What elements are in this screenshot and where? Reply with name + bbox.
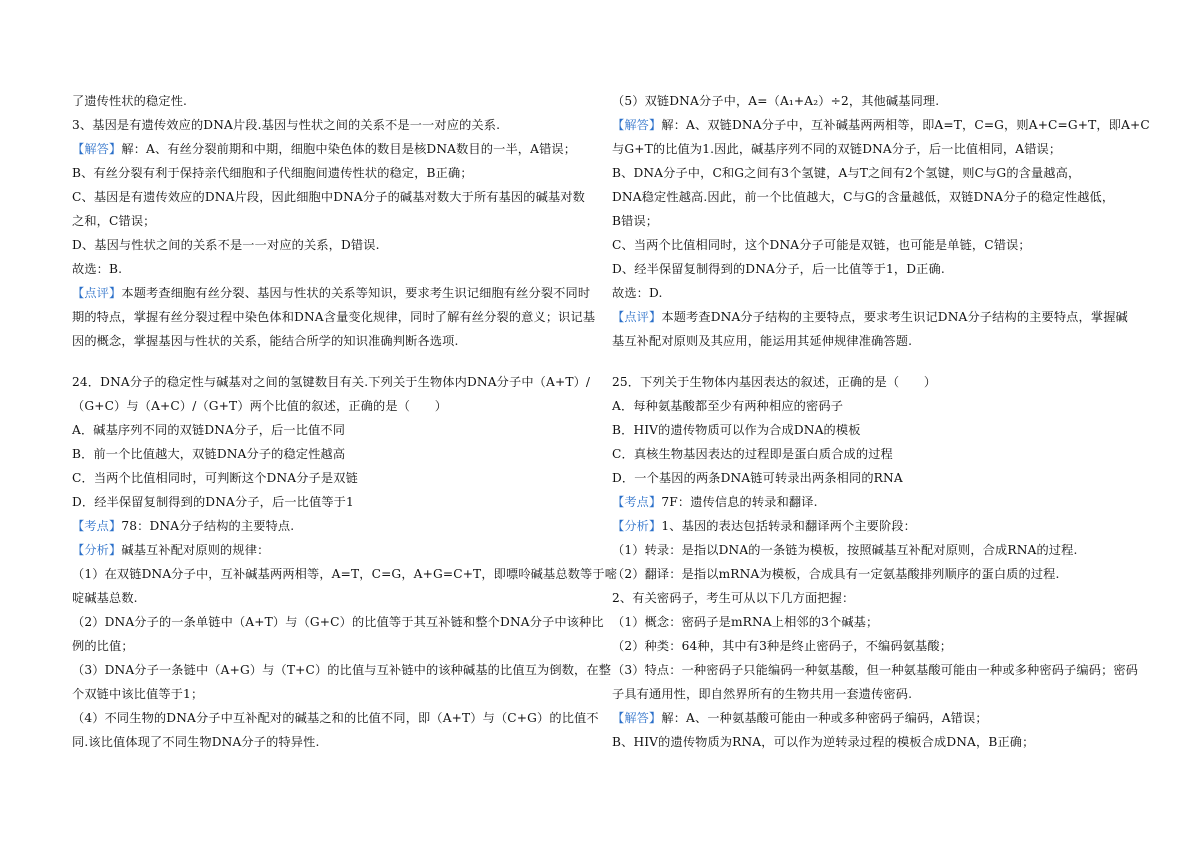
line-text: B、HIV的遗传物质为RNA，可以作为逆转录过程的模板合成DNA，B正确； <box>612 735 1035 749</box>
text-line <box>612 371 1140 393</box>
text-line <box>612 563 1140 585</box>
line-text: （1）在双链DNA分子中，互补碱基两两相等，A=T，C=G，A+G=C+T，即嘌呤碱基总数等于嘧 <box>72 567 618 581</box>
section-tag: 【解答】 <box>612 711 662 725</box>
section-tag: 【点评】 <box>612 310 662 324</box>
line-text: 例的比值； <box>72 639 134 653</box>
text-line <box>72 635 600 657</box>
section-tag: 【点评】 <box>72 286 122 300</box>
line-text: 碱基互补配对原则的规律： <box>121 543 270 557</box>
line-text: A．每种氨基酸都至少有两种相应的密码子 <box>612 399 844 413</box>
line-text: C．当两个比值相同时，可判断这个DNA分子是双链 <box>72 471 358 485</box>
text-line <box>72 330 600 352</box>
line-text: 啶碱基总数. <box>72 591 138 605</box>
text-line <box>72 114 600 136</box>
line-text: B．前一个比值越大，双链DNA分子的稳定性越高 <box>72 447 346 461</box>
line-text: 24．DNA分子的稳定性与碱基对之间的氢键数目有关.下列关于生物体内DNA分子中（A+T）/ <box>72 375 591 389</box>
text-line <box>612 515 1140 537</box>
line-text: 本题考查细胞有丝分裂、基因与性状的关系等知识，要求考生识记细胞有丝分裂不同时 <box>121 286 591 300</box>
text-line <box>612 491 1140 513</box>
line-text: C．真核生物基因表达的过程即是蛋白质合成的过程 <box>612 447 893 461</box>
line-text: 之和，C错误； <box>72 214 156 228</box>
line-text: 1、基因的表达包括转录和翻译两个主要阶段： <box>661 519 917 533</box>
text-line <box>612 611 1140 633</box>
line-text: 故选：D. <box>612 286 663 300</box>
text-line <box>72 419 600 441</box>
text-line <box>72 162 600 184</box>
text-line <box>72 587 600 609</box>
text-line <box>612 210 1140 232</box>
section-tag: 【分析】 <box>72 543 122 557</box>
section-tag: 【解答】 <box>612 118 662 132</box>
text-line <box>72 371 600 393</box>
text-line <box>72 90 600 112</box>
text-line <box>72 258 600 280</box>
text-line <box>612 395 1140 417</box>
line-text: 解：A、双链DNA分子中，互补碱基两两相等，即A=T，C=G，则A+C=G+T，即A+C <box>661 118 1150 132</box>
text-line <box>612 419 1140 441</box>
text-line <box>612 707 1140 729</box>
line-text: 期的特点，掌握有丝分裂过程中染色体和DNA含量变化规律，同时了解有丝分裂的意义；识记基 <box>72 310 596 324</box>
line-text: 2、有关密码子，考生可从以下几方面把握： <box>612 591 855 605</box>
text-line <box>72 707 600 729</box>
text-line <box>72 306 600 328</box>
line-text: B错误； <box>612 214 659 228</box>
line-text: 故选：B. <box>72 262 123 276</box>
text-line <box>72 491 600 513</box>
text-line <box>612 234 1140 256</box>
line-text: （G+C）与（A+C）/（G+T）两个比值的叙述，正确的是（ ） <box>72 399 448 413</box>
text-line <box>72 659 612 681</box>
line-text: 个双链中该比值等于1； <box>72 687 204 701</box>
text-line <box>72 395 600 417</box>
text-line <box>612 539 1140 561</box>
text-line <box>612 659 1140 681</box>
line-text: B．HIV的遗传物质可以作为合成DNA的模板 <box>612 423 861 437</box>
line-text: D．经半保留复制得到的DNA分子，后一比值等于1 <box>72 495 354 509</box>
text-line <box>612 731 1140 753</box>
line-text: 3、基因是有遗传效应的DNA片段.基因与性状之间的关系不是一一对应的关系. <box>72 118 501 132</box>
text-line <box>612 162 1140 184</box>
line-text: 子具有通用性，即自然界所有的生物共用一套遗传密码. <box>612 687 913 701</box>
section-tag: 【考点】 <box>612 495 662 509</box>
line-text: A．碱基序列不同的双链DNA分子，后一比值不同 <box>72 423 346 437</box>
line-text: （5）双链DNA分子中，A=（A₁+A₂）÷2，其他碱基同理. <box>612 94 940 108</box>
line-text: C、当两个比值相同时，这个DNA分子可能是双链，也可能是单链，C错误； <box>612 238 1031 252</box>
text-line <box>72 515 600 537</box>
line-text: 基互补配对原则及其应用，能运用其延伸规律准确答题. <box>612 334 913 348</box>
line-text: C、基因是有遗传效应的DNA片段，因此细胞中DNA分子的碱基对数大于所有基因的碱基对数 <box>72 190 585 204</box>
text-line <box>612 138 1140 160</box>
line-text: （1）转录：是指以DNA的一条链为模板，按照碱基互补配对原则，合成RNA的过程. <box>612 543 1078 557</box>
text-line <box>612 258 1140 280</box>
text-line <box>72 467 600 489</box>
text-line <box>612 587 1140 609</box>
text-line <box>612 282 1140 304</box>
text-line <box>72 138 600 160</box>
text-line <box>72 210 600 232</box>
text-line <box>72 282 600 304</box>
line-text: D、经半保留复制得到的DNA分子，后一比值等于1，D正确. <box>612 262 945 276</box>
line-text: （2）DNA分子的一条单链中（A+T）与（G+C）的比值等于其互补链和整个DNA分子中该种比 <box>72 615 604 629</box>
line-text: B、有丝分裂有利于保持亲代细胞和子代细胞间遗传性状的稳定，B正确； <box>72 166 473 180</box>
text-line <box>612 186 1140 208</box>
text-line <box>72 234 600 256</box>
line-text: （2）种类：64种，其中有3种是终止密码子，不编码氨基酸； <box>612 639 953 653</box>
text-line <box>72 611 604 633</box>
line-text: （3）DNA分子一条链中（A+G）与（T+C）的比值与互补链中的该种碱基的比值互为倒数，在整 <box>72 663 612 677</box>
text-line <box>72 563 618 585</box>
text-line <box>72 683 600 705</box>
line-text: （2）翻译：是指以mRNA为模板，合成具有一定氨基酸排列顺序的蛋白质的过程. <box>612 567 1060 581</box>
text-line <box>612 635 1140 657</box>
text-line <box>612 443 1140 465</box>
line-text: 本题考查DNA分子结构的主要特点，要求考生识记DNA分子结构的主要特点，掌握碱 <box>661 310 1128 324</box>
line-text: DNA稳定性越高.因此，前一个比值越大，C与G的含量越低，双链DNA分子的稳定性越低， <box>612 190 1115 204</box>
line-text: （3）特点：一种密码子只能编码一种氨基酸，但一种氨基酸可能由一种或多种密码子编码；密码 <box>612 663 1139 677</box>
text-line <box>612 467 1140 489</box>
text-line <box>612 90 1140 112</box>
text-line <box>612 114 1150 136</box>
text-line <box>612 330 1140 352</box>
section-tag: 【分析】 <box>612 519 662 533</box>
section-tag: 【考点】 <box>72 519 122 533</box>
line-text: 与G+T的比值为1.因此，碱基序列不同的双链DNA分子，后一比值相同，A错误； <box>612 142 1062 156</box>
text-line <box>612 683 1140 705</box>
line-text: 解：A、一种氨基酸可能由一种或多种密码子编码，A错误； <box>661 711 988 725</box>
line-text: 因的概念，掌握基因与性状的关系，能结合所学的知识准确判断各选项. <box>72 334 459 348</box>
text-line <box>72 539 600 561</box>
line-text: B、DNA分子中，C和G之间有3个氢键，A与T之间有2个氢键，则C与G的含量越高， <box>612 166 1081 180</box>
line-text: 了遗传性状的稳定性. <box>72 94 188 108</box>
line-text: 25．下列关于生物体内基因表达的叙述，正确的是（ ） <box>612 375 937 389</box>
section-tag: 【解答】 <box>72 142 122 156</box>
line-text: （1）概念：密码子是mRNA上相邻的3个碱基； <box>612 615 879 629</box>
text-line <box>72 186 600 208</box>
text-line <box>612 306 1140 328</box>
line-text: 同.该比值体现了不同生物DNA分子的特异性. <box>72 735 320 749</box>
text-line <box>72 731 600 753</box>
line-text: 78：DNA分子结构的主要特点. <box>121 519 295 533</box>
line-text: （4）不同生物的DNA分子中互补配对的碱基之和的比值不同，即（A+T）与（C+G）的比值不 <box>72 711 599 725</box>
line-text: D．一个基因的两条DNA链可转录出两条相同的RNA <box>612 471 903 485</box>
line-text: 7F：遗传信息的转录和翻译. <box>661 495 818 509</box>
line-text: D、基因与性状之间的关系不是一一对应的关系，D错误. <box>72 238 380 252</box>
text-line <box>72 443 600 465</box>
line-text: 解：A、有丝分裂前期和中期，细胞中染色体的数目是核DNA数目的一半，A错误； <box>121 142 577 156</box>
